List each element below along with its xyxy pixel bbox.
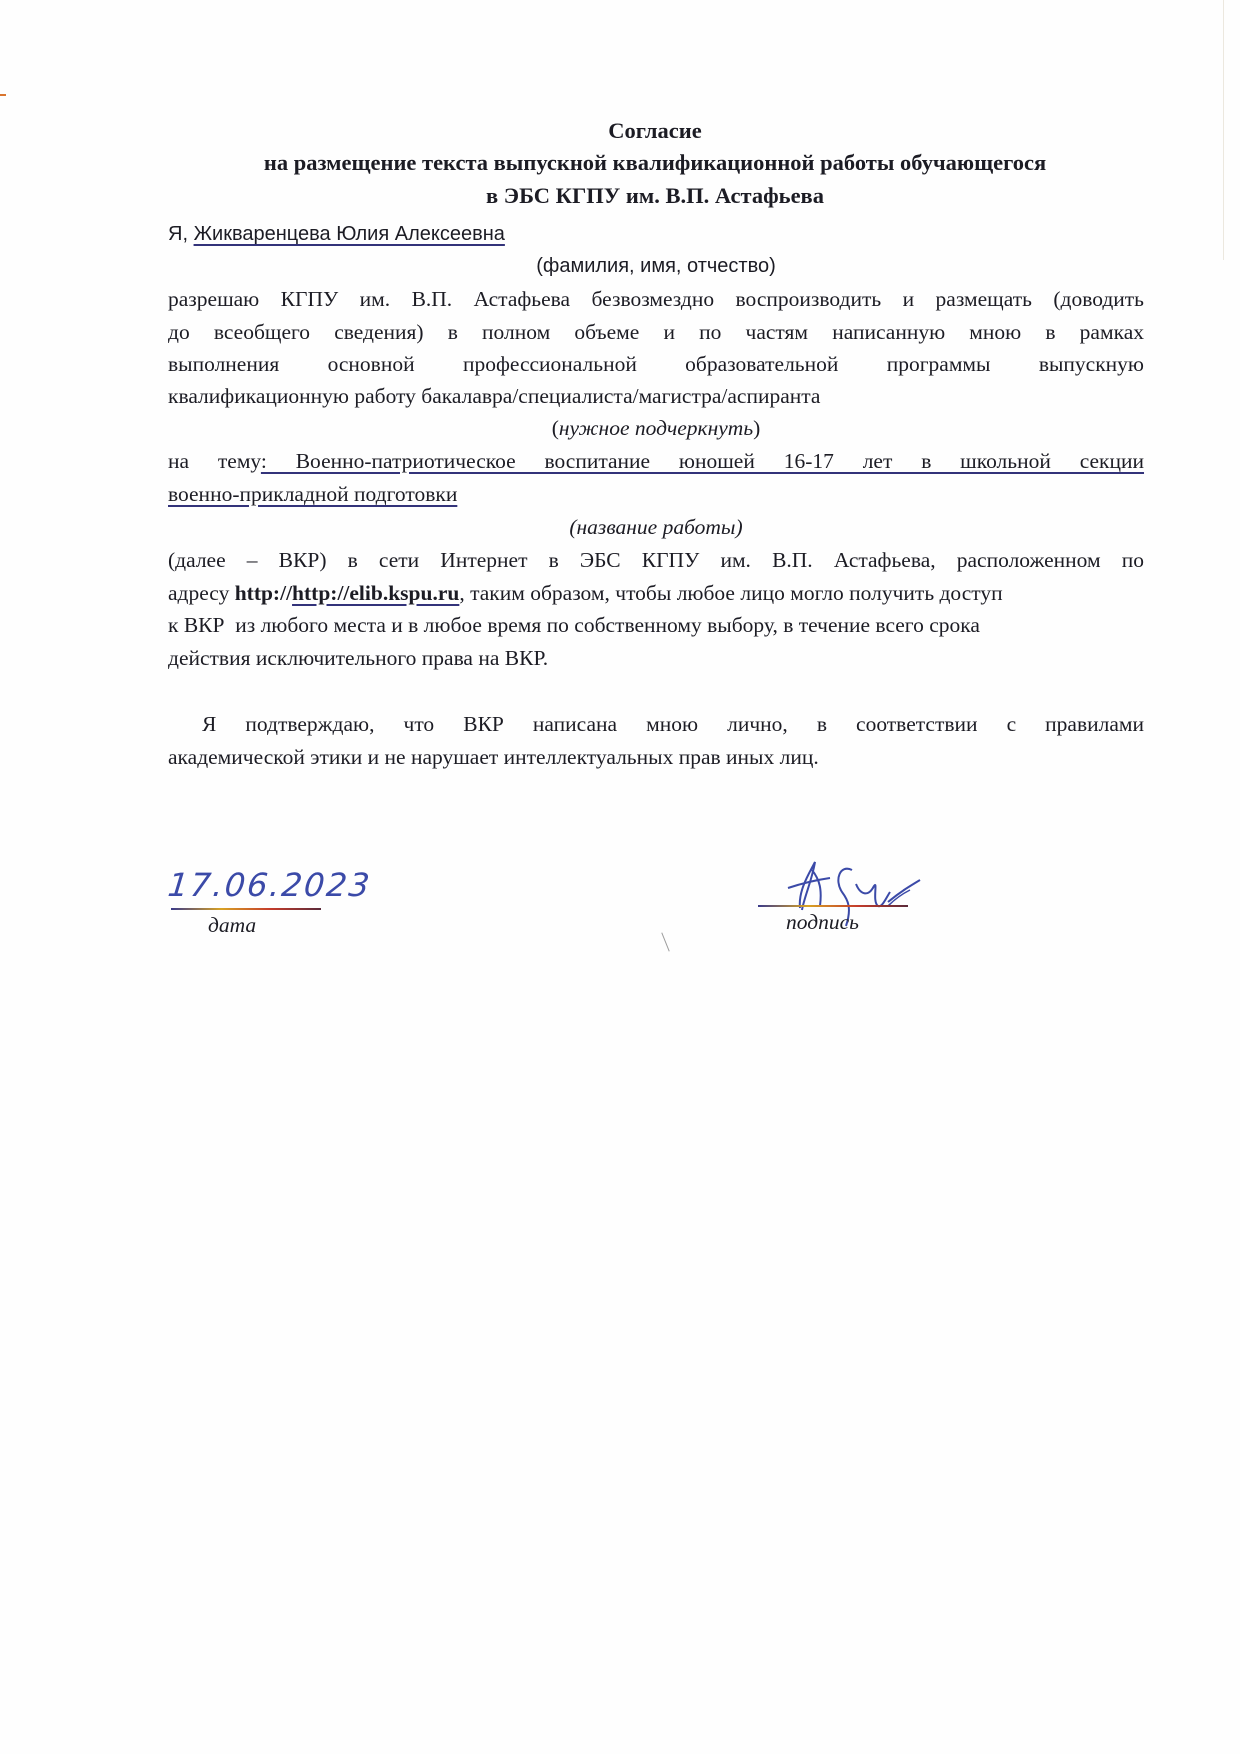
paragraph-line: выполнения основной профессиональной образовательной программы выпускную — [168, 352, 1144, 376]
topic-prefix: на тему — [168, 449, 261, 473]
address-link[interactable]: http://elib.kspu.ru — [292, 581, 460, 605]
handwritten-date: 17.06.2023 — [166, 866, 374, 904]
paragraph-line: к ВКР из любого места и в любое время по собственному выбору, в течение всего срока — [168, 613, 980, 637]
underline-caption — [168, 413, 1144, 443]
paragraph-line — [168, 578, 1144, 608]
name-line — [168, 219, 1144, 249]
paragraph-line: разрешаю КГПУ им. В.П. Астафьева безвозмездно воспроизводить и размещать (доводить — [168, 287, 1144, 311]
paragraph-line: квалификационную работу бакалавра/специалиста/магистра/аспиранта — [168, 384, 821, 408]
document-title: Согласие — [608, 118, 702, 143]
topic-line — [168, 479, 1144, 509]
address-suffix: , таким образом, чтобы любое лицо могло получить доступ — [459, 581, 1003, 605]
scan-artifact — [661, 933, 669, 952]
address-scheme: http:// — [234, 581, 293, 605]
signature-underline — [758, 905, 908, 907]
topic-title: : Военно-патриотическое воспитание юношей 16-17 лет в школьной секции — [260, 449, 1145, 473]
topic-line — [168, 446, 1144, 476]
date-caption: дата — [208, 913, 257, 937]
scan-edge — [1223, 0, 1224, 260]
paragraph-line: Я подтверждаю, что ВКР написана мною лично, в соответствии с правилами — [202, 712, 1144, 736]
paragraph-line: действия исключительного права на ВКР. — [168, 646, 549, 670]
topic-title-continued: военно-прикладной подготовки — [168, 482, 458, 506]
caption-text: нужное подчеркнуть — [558, 416, 754, 440]
address-prefix: адресу — [168, 581, 235, 605]
topic-caption: (название работы) — [569, 515, 743, 539]
paragraph-line: до всеобщего сведения) в полном объеме и по частям написанную мною в рамках — [168, 320, 1144, 344]
caption-paren: ( — [551, 416, 559, 440]
name-prefix: Я, — [168, 223, 188, 245]
caption-paren: ) — [753, 416, 761, 440]
scan-artifact — [0, 94, 6, 96]
full-name: Жикваренцева Юлия Алексеевна — [193, 223, 505, 245]
date-underline — [171, 908, 321, 910]
paragraph-line: академической этики и не нарушает интеллектуальных прав иных лиц. — [168, 745, 819, 769]
paragraph-line: (далее – ВКР) в сети Интернет в ЭБС КГПУ им. В.П. Астафьева, расположенном по — [168, 548, 1144, 572]
document-subtitle: на размещение текста выпускной квалификационной работы обучающегося — [263, 150, 1047, 175]
signature-caption: подпись — [786, 910, 859, 934]
name-caption: (фамилия, имя, отчество) — [536, 255, 776, 277]
document-subtitle: в ЭБС КГПУ им. В.П. Астафьева — [486, 183, 824, 208]
